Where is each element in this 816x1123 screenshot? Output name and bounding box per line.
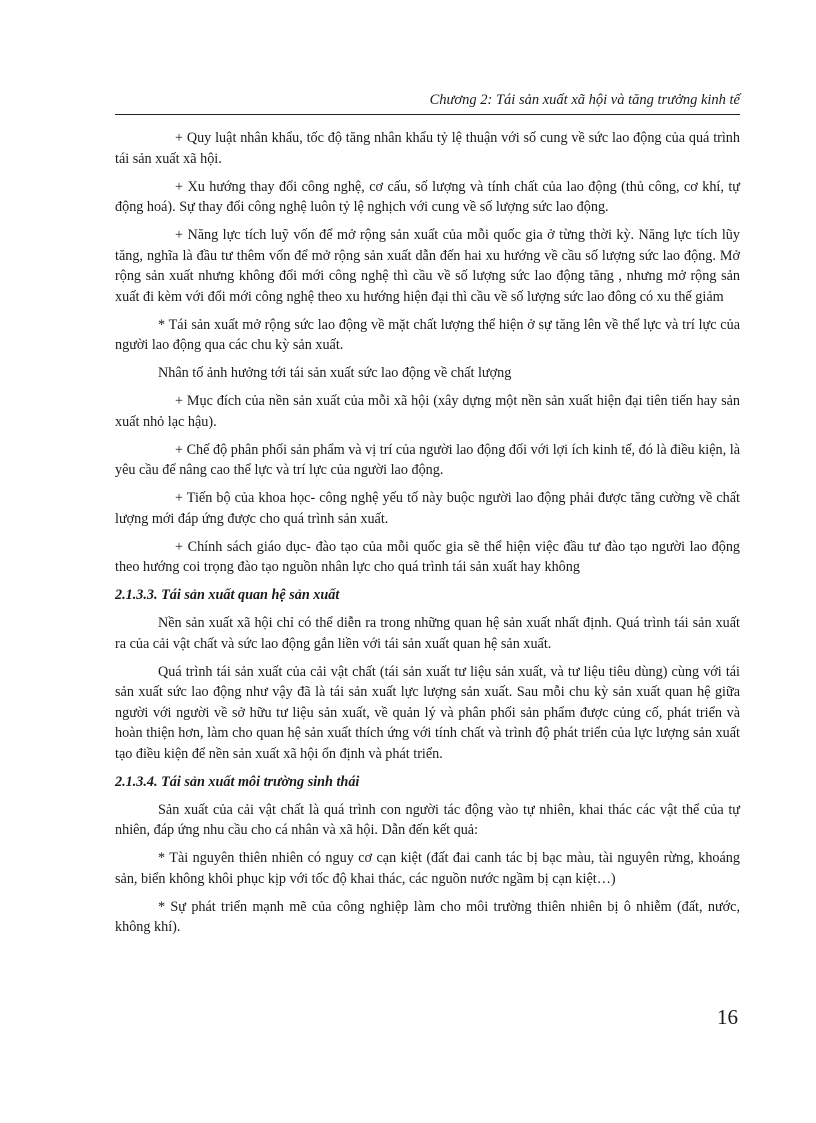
paragraph: + Quy luật nhân khẩu, tốc độ tăng nhân khẩu tỷ lệ thuận với số cung về sức lao động của quá trình tái sản xuất xã hội. [115, 130, 740, 167]
paragraph: Quá trình tái sản xuất của cải vật chất (tái sản xuất tư liệu sản xuất, và tư liệu tiêu dùng) cùng với tái sản xuất sức lao động như vậy đã là tái sản xuất lực lượng sản xuất. Sau mỗi chu kỳ sản xuất quan hệ giữa người với người về sở hữu tư liệu sản xuất, về quản lý và phân phối sản phẩm được củng cố, phát triển và hoàn thiện hơn, làm cho quan hệ sản xuất thích ứng với tính chất và trình độ phát triển của lực lượng sản xuất tạo điều kiện để nền sản xuất xã hội ổn định và phát triển. [115, 663, 740, 762]
chapter-title: Chương 2: Tái sản xuất xã hội và tăng trưởng kinh tế [429, 92, 740, 108]
paragraph: + Chính sách giáo dục- đào tạo của mỗi quốc gia sẽ thể hiện việc đầu tư đào tạo người lao động theo hướng coi trọng đào tạo nguồn nhân lực cho quá trình tái sản xuất hay không [115, 538, 740, 575]
paragraph: + Chế độ phân phối sản phẩm và vị trí của người lao động đối với lợi ích kinh tế, đó là điều kiện, là yêu cầu để nâng cao thể lực và trí lực của người lao động. [115, 441, 740, 478]
paragraph: * Tái sản xuất mở rộng sức lao động về mặt chất lượng thể hiện ở sự tăng lên về thể lực và trí lực của người lao động qua các chu kỳ sản xuất. [115, 316, 740, 353]
paragraph: + Mục đích của nền sản xuất của mỗi xã hội (xây dựng một nền sản xuất hiện đại tiên tiến hay sản xuất nhỏ lạc hậu). [115, 393, 740, 430]
paragraph: + Tiến bộ của khoa học- công nghệ yếu tố này buộc người lao động phải được tăng cường về chất lượng mới đáp ứng được cho quá trình sản xuất. [115, 490, 740, 527]
page-content [115, 128, 740, 945]
section-heading: 2.1.3.4. Tái sản xuất môi trường sinh thái [115, 773, 360, 790]
paragraph: + Xu hướng thay đổi công nghệ, cơ cấu, số lượng và tính chất của lao động (thủ công, cơ khí, tự động hoá). Sự thay đổi công nghệ luôn tỷ lệ nghịch với cung về số lượng sức lao động. [115, 178, 740, 215]
section-heading: 2.1.3.3. Tái sản xuất quan hệ sản xuất [115, 587, 340, 603]
page-number: 16 [717, 1005, 738, 1029]
paragraph: Nhân tố ảnh hưởng tới tái sản xuất sức lao động về chất lượng [158, 365, 512, 381]
paragraph: * Tài nguyên thiên nhiên có nguy cơ cạn kiệt (đất đai canh tác bị bạc màu, tài nguyên rừng, khoáng sản, biển không khôi phục kịp với tốc độ khai thác, các nguồn nước ngầm bị cạn kiệt…) [115, 850, 740, 887]
paragraph: Nền sản xuất xã hội chỉ có thể diễn ra trong những quan hệ sản xuất nhất định. Quá trình tái sản xuất ra của cải vật chất và sức lao động gắn liền với tái sản xuất quan hệ sản xuất. [115, 615, 740, 652]
paragraph: * Sự phát triển mạnh mẽ của công nghiệp làm cho môi trường thiên nhiên bị ô nhiễm (đất, nước, không khí). [115, 898, 740, 935]
paragraph: Sản xuất của cải vật chất là quá trình con người tác động vào tự nhiên, khai thác các vật thể của tự nhiên, đáp ứng nhu cầu cho cá nhân và xã hội. Dẫn đến kết quả: [115, 801, 740, 838]
paragraph: + Năng lực tích luỹ vốn để mở rộng sản xuất của mỗi quốc gia ở từng thời kỳ. Năng lực tích lũy tăng, nghĩa là đầu tư thêm vốn để mở rộng sản xuất dẫn đến hai xu hướng về cầu số lượng sức lao động. Mở rộng sản xuất nhưng không đổi mới công nghệ thì cầu về số lượng sức lao động tăng , nhưng mở rộng sản xuất đi kèm với đổi mới công nghệ theo xu hướng hiện đại thì cầu về số lượng sức lao đông có xu thế giảm [115, 227, 740, 305]
page-header [115, 90, 740, 115]
